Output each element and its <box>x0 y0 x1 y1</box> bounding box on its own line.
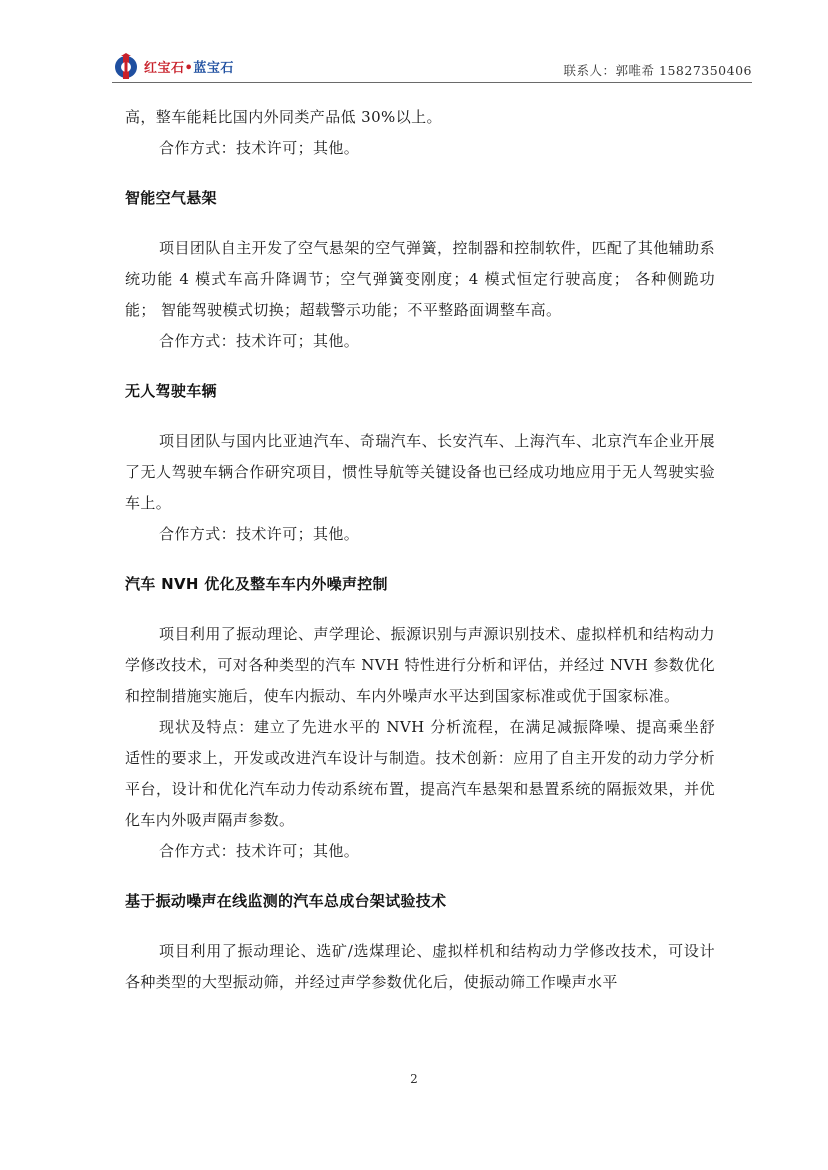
logo-text-blue: 蓝宝石 <box>193 60 234 76</box>
section-cooperation: 合作方式：技术许可；其他。 <box>159 842 360 860</box>
section-title-bench-test: 基于振动噪声在线监测的汽车总成台架试验技术 <box>125 892 447 910</box>
logo-text-red: 红宝石 <box>144 60 185 76</box>
intro-paragraph: 高，整车能耗比国内外同类产品低 30%以上。 <box>125 108 442 126</box>
logo-dot: • <box>184 60 194 76</box>
intro-cooperation: 合作方式：技术许可；其他。 <box>159 139 360 157</box>
contact-info: 联系人：郭唯希 15827350406 <box>563 63 752 78</box>
section-paragraph: 项目团队自主开发了空气悬架的空气弹簧，控制器和控制软件，匹配了其他辅助系统功能 4 模式车高升降调节；空气弹簧变刚度；4 模式恒定行驶高度； 各种侧跪功能； 智能驾驶模式切换；超载警示功能；不平整路面调整车高。 <box>125 239 715 319</box>
company-logo <box>112 53 234 79</box>
logo-emblem-icon <box>112 53 140 79</box>
section-cooperation: 合作方式：技术许可；其他。 <box>159 525 360 543</box>
section-paragraph: 项目利用了振动理论、选矿/选煤理论、虚拟样机和结构动力学修改技术，可设计各种类型的大型振动筛，并经过声学参数优化后，使振动筛工作噪声水平 <box>125 942 715 991</box>
section-paragraph: 现状及特点：建立了先进水平的 NVH 分析流程，在满足减振降噪、提高乘坐舒适性的要求上，开发或改进汽车设计与制造。技术创新：应用了自主开发的动力学分析平台，设计和优化汽车动力传动系统布置，提高汽车悬架和悬置系统的隔振效果，并优化车内外吸声隔声参数。 <box>125 718 715 829</box>
section-paragraph: 项目团队与国内比亚迪汽车、奇瑞汽车、长安汽车、上海汽车、北京汽车企业开展了无人驾驶车辆合作研究项目，惯性导航等关键设备也已经成功地应用于无人驾驶实验车上。 <box>125 432 715 512</box>
section-paragraph: 项目利用了振动理论、声学理论、振源识别与声源识别技术、虚拟样机和结构动力学修改技术，可对各种类型的汽车 NVH 特性进行分析和评估，并经过 NVH 参数优化和控制措施实施后，使车内振动、车内外噪声水平达到国家标准或优于国家标准。 <box>125 625 715 705</box>
document-body <box>125 102 715 998</box>
section-title-nvh: 汽车 NVH 优化及整车车内外噪声控制 <box>125 575 388 593</box>
logo-wordmark <box>144 57 234 76</box>
section-title-air-suspension: 智能空气悬架 <box>125 189 217 207</box>
section-title-driverless-vehicle: 无人驾驶车辆 <box>125 382 217 400</box>
page-header <box>112 52 752 83</box>
page-number: 2 <box>410 1072 418 1086</box>
section-cooperation: 合作方式：技术许可；其他。 <box>159 332 360 350</box>
